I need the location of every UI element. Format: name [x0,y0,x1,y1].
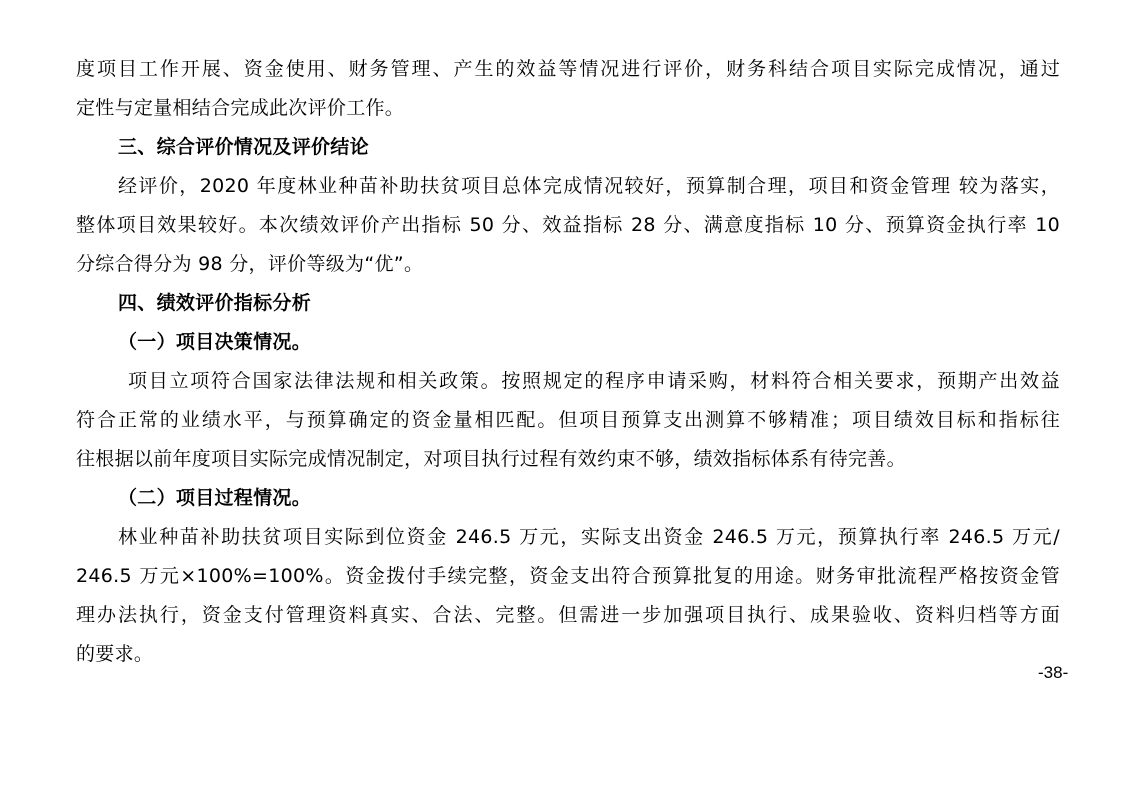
paragraph-line: 的要求。 [76,643,154,665]
paragraph-line: 246.5 万元×100%=100%。资金拨付手续完整，资金支出符合预算批复的用途。财务审批流程严格按资金管 [76,565,1060,587]
paragraph-line: 度项目工作开展、资金使用、财务管理、产生的效益等情况进行评价，财务科结合项目实际完成情况，通过 [76,58,1060,80]
paragraph-line: 理办法执行，资金支付管理资料真实、合法、完整。但需进一步加强项目执行、成果验收、资料归档等方面 [76,604,1060,626]
paragraph-line: 符合正常的业绩水平，与预算确定的资金量相匹配。但项目预算支出测算不够精准；项目绩效目标和指标往 [76,409,1060,431]
section-heading: 四、绩效评价指标分析 [118,292,312,314]
paragraph-line: 整体项目效果较好。本次绩效评价产出指标 50 分、效益指标 28 分、满意度指标 10 分、预算资金执行率 10 [76,214,1060,236]
subsection-heading: （二）项目过程情况。 [118,487,312,509]
paragraph-line: 林业种苗补助扶贫项目实际到位资金 246.5 万元，实际支出资金 246.5 万元，预算执行率 246.5 万元/ [118,526,1060,548]
paragraph-line: 经评价，2020 年度林业种苗补助扶贫项目总体完成情况较好，预算制合理，项目和资金管理 较为落实， [118,175,1060,197]
paragraph-line: 分综合得分为 98 分，评价等级为“优”。 [76,253,424,275]
document-body [76,50,1060,674]
page-number: -38- [1038,663,1069,682]
section-heading: 三、综合评价情况及评价结论 [118,136,369,158]
paragraph-line: 定性与定量相结合完成此次评价工作。 [76,97,405,119]
paragraph-line: 往根据以前年度项目实际完成情况制定，对项目执行过程有效约束不够，绩效指标体系有待完善。 [76,448,906,470]
paragraph-line: 项目立项符合国家法律法规和相关政策。按照规定的程序申请采购，材料符合相关要求，预期产出效益 [128,370,1060,392]
subsection-heading: （一）项目决策情况。 [118,331,312,353]
